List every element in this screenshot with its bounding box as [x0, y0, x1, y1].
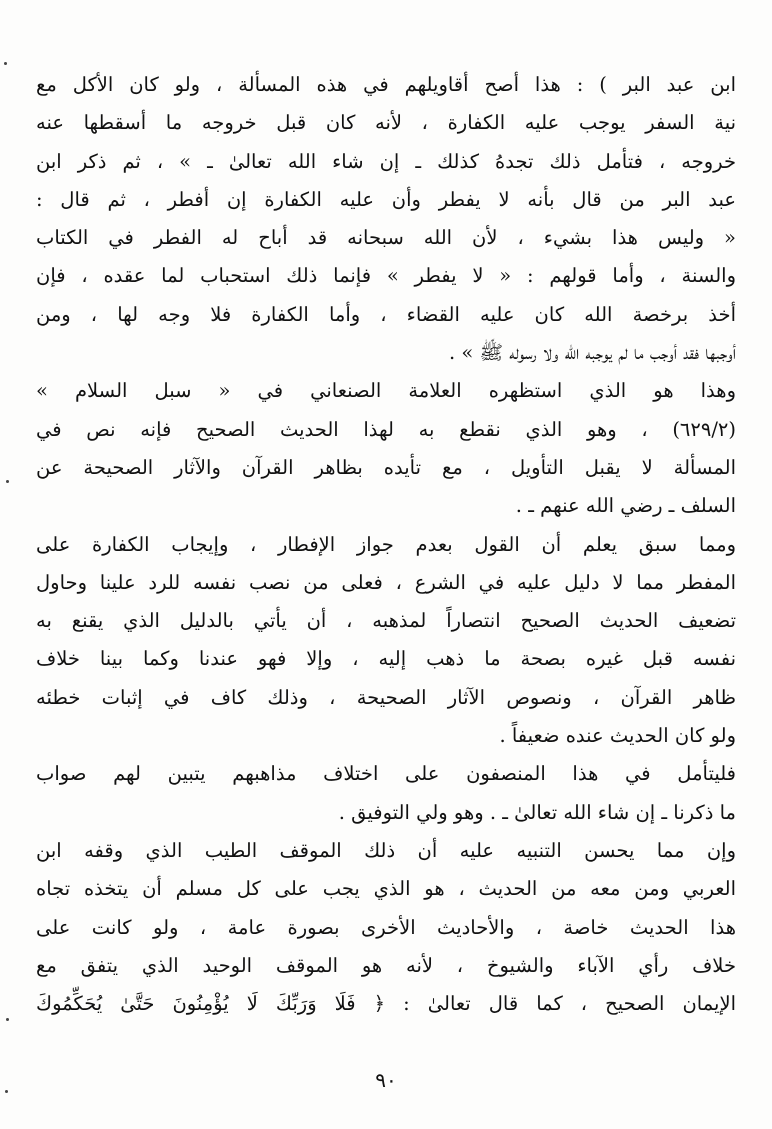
text-line: خلاف رأي الآباء والشيوخ ، لأنه هو الموقف الوحيد الذي يتفق مع	[36, 953, 736, 977]
text-line: خروجه ، فتأمل ذلك تجدهُ كذلك ـ إن شاء الله تعالىٰ ـ » ، ثم ذكر ابن	[36, 149, 736, 173]
body-text	[36, 66, 736, 1023]
text-line: « وليس هذا بشيء ، لأن الله سبحانه قد أباح له الفطر في الكتاب	[36, 226, 736, 250]
text-line: عبد البر من قال بأنه لا يفطر وأن عليه الكفارة إن أفطر ، ثم قال :	[36, 187, 736, 211]
text-line: هذا الحديث خاصة ، والأحاديث الأخرى بصورة عامة ، ولو كانت على	[36, 915, 736, 939]
text-line: ومما سبق يعلم أن القول بعدم جواز الإفطار ، وإيجاب الكفارة على	[36, 532, 736, 556]
text-line: المفطر مما لا دليل عليه في الشرع ، فعلى من نصب نفسه للرد علينا وحاول	[36, 570, 736, 594]
scan-speck	[6, 480, 9, 483]
scan-speck	[6, 1018, 9, 1021]
text-line: ما ذكرنا ـ إن شاء الله تعالىٰ ـ . وهو ولي التوفيق .	[338, 800, 736, 824]
scan-speck	[5, 1090, 8, 1093]
text-line: فليتأمل في هذا المنصفون على اختلاف مذاهبهم يتبين لهم صواب	[36, 762, 736, 786]
text-line: وهذا هو الذي استظهره العلامة الصنعاني في « سبل السلام »	[36, 379, 736, 403]
text-line: الإيمان الصحيح ، كما قال تعالىٰ : ﴿ فَلَا وَرَبِّكَ لَا يُؤْمِنُونَ حَتَّىٰ يُحَكِّمُوكَ	[36, 992, 736, 1016]
text-line: المسألة لا يقبل التأويل ، مع تأيده بظاهر القرآن والآثار الصحيحة عن	[36, 455, 736, 479]
text-line: تضعيف الحديث الصحيح انتصاراً لمذهبه ، أن يأتي بالدليل الذي يقنع به	[36, 609, 736, 633]
text-line: السلف ـ رضي الله عنهم ـ .	[515, 494, 736, 518]
text-line: وإن مما يحسن التنبيه عليه أن ذلك الموقف الطيب الذي وقفه ابن	[36, 838, 736, 862]
text-line: ابن عبد البر ) : هذا أصح أقاويلهم في هذه المسألة ، ولو كان الأكل مع	[36, 73, 736, 96]
scan-speck	[4, 62, 7, 65]
page-number: ٩٠	[375, 1068, 397, 1092]
text-line: ظاهر القرآن ، ونصوص الآثار الصحيحة ، وذلك كاف في إثبات خطئه	[36, 685, 736, 709]
text-line: نية السفر يوجب عليه الكفارة ، لأنه كان قبل خروجه ما أسقطها عنه	[36, 111, 736, 135]
text-line: ولو كان الحديث عنده ضعيفاً .	[499, 724, 736, 748]
text-line: العربي ومن معه من الحديث ، هو الذي يجب على كل مسلم أن يتخذه تجاه	[36, 877, 736, 901]
text-line: (٦٢٩/٢) ، وهو الذي نقطع به لهذا الحديث الصحيح فإنه نص في	[36, 417, 736, 441]
text-line: نفسه قبل غيره بصحة ما ذهب إليه ، وإلا فهو عندنا وكما بينا خلاف	[36, 647, 736, 671]
text-line: أوجبها فقد أوجب ما لم يوجبه الله ولا رسوله ﷺ » .	[449, 341, 736, 365]
text-line: والسنة ، وأما قولهم : « لا يفطر » فإنما ذلك استحباب لما عقده ، فإن	[36, 264, 736, 288]
text-line: أخذ برخصة الله كان عليه القضاء ، وأما الكفارة فلا وجه لها ، ومن	[36, 302, 736, 326]
